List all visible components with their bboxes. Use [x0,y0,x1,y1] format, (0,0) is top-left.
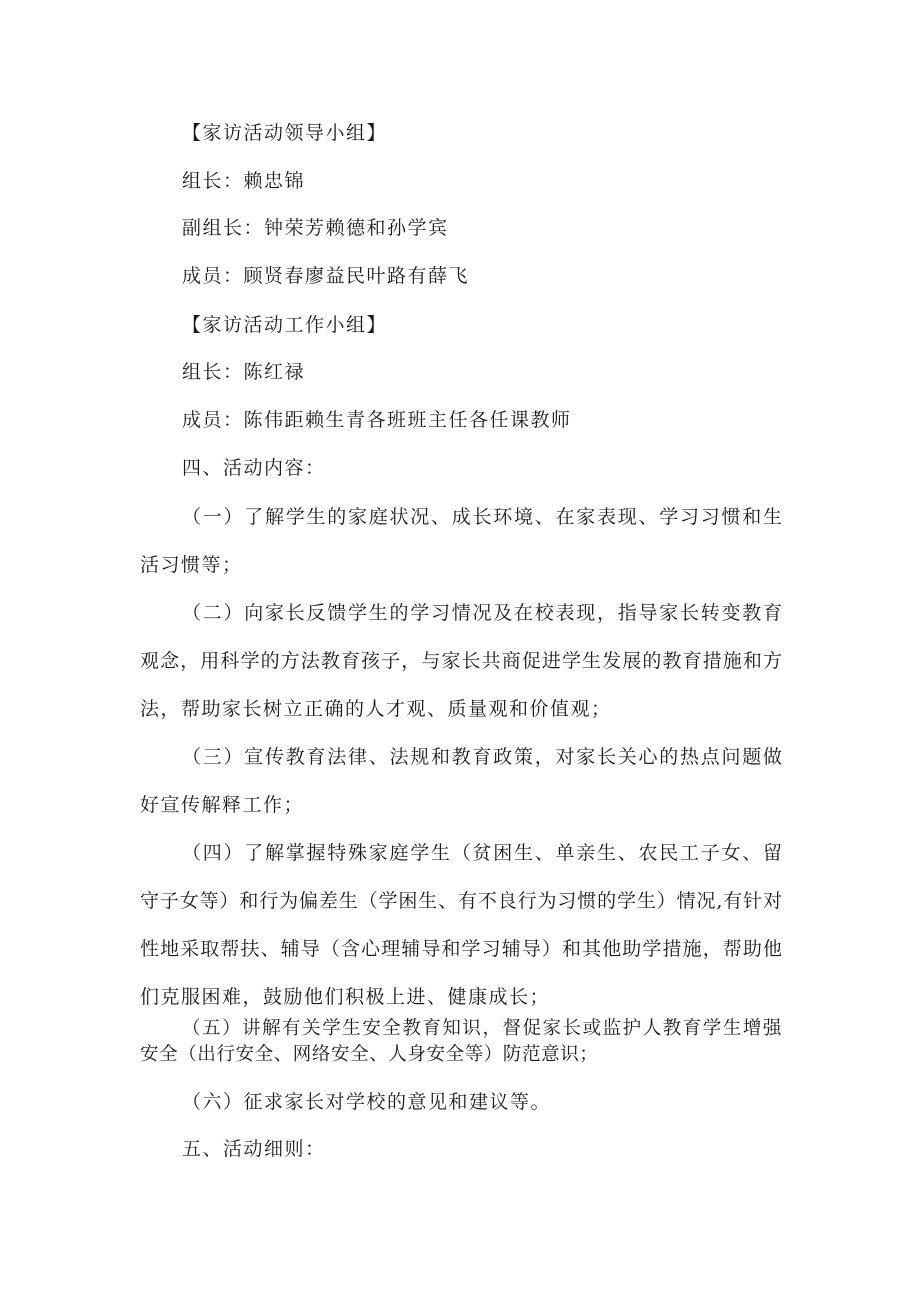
item2-line3: 法，帮助家长树立正确的人才观、质量观和价值观； [140,698,612,720]
leadership-group-heading: 【家访活动领导小组】 [182,122,388,144]
leadership-deputy: 副组长：钟荣芳赖德和孙学宾 [182,217,449,239]
item6: （六）征求家长对学校的意见和建议等。 [182,1091,552,1113]
item4-line4: 们克服困难，鼓励他们积极上进、健康成长； [140,986,551,1008]
work-members: 成员：陈伟距赖生青各班班主任各任课教师 [182,409,572,431]
item1-line1: （一）了解学生的家庭状况、成长环境、在家表现、学习习惯和生 [182,506,782,528]
section-five-heading: 五、活动细则： [182,1138,326,1160]
item3-line1: （三）宣传教育法律、法规和教育政策，对家长关心的热点问题做 [182,746,782,768]
item2-line1: （二）向家长反馈学生的学习情况及在校表现，指导家长转变教育 [182,602,782,624]
item4-line1: （四）了解掌握特殊家庭学生（贫困生、单亲生、农民工子女、留 [182,842,782,864]
item2-line2: 观念，用科学的方法教育孩子，与家长共商促进学生发展的教育措施和方 [140,650,782,672]
section-four-heading: 四、活动内容： [182,457,326,479]
leadership-members: 成员：顾贤春廖益民叶路有薛飞 [182,265,470,287]
item4-line2: 守子女等）和行为偏差生（学困生、有不良行为习惯的学生）情况,有针对 [140,890,782,912]
item4-line3: 性地采取帮扶、辅导（含心理辅导和学习辅导）和其他助学措施，帮助他 [140,938,782,960]
item3-line2: 好宣传解释工作； [140,794,305,816]
leadership-leader: 组长：赖忠锦 [182,170,306,192]
item5-line1: （五）讲解有关学生安全教育知识，督促家长或监护人教育学生增强 [182,1018,782,1039]
work-group-heading: 【家访活动工作小组】 [182,314,388,336]
work-leader: 组长：陈红禄 [182,361,306,383]
item1-line2: 活习惯等； [140,554,243,576]
item5-line2: 安全（出行安全、网络安全、人身安全等）防范意识； [140,1044,599,1065]
